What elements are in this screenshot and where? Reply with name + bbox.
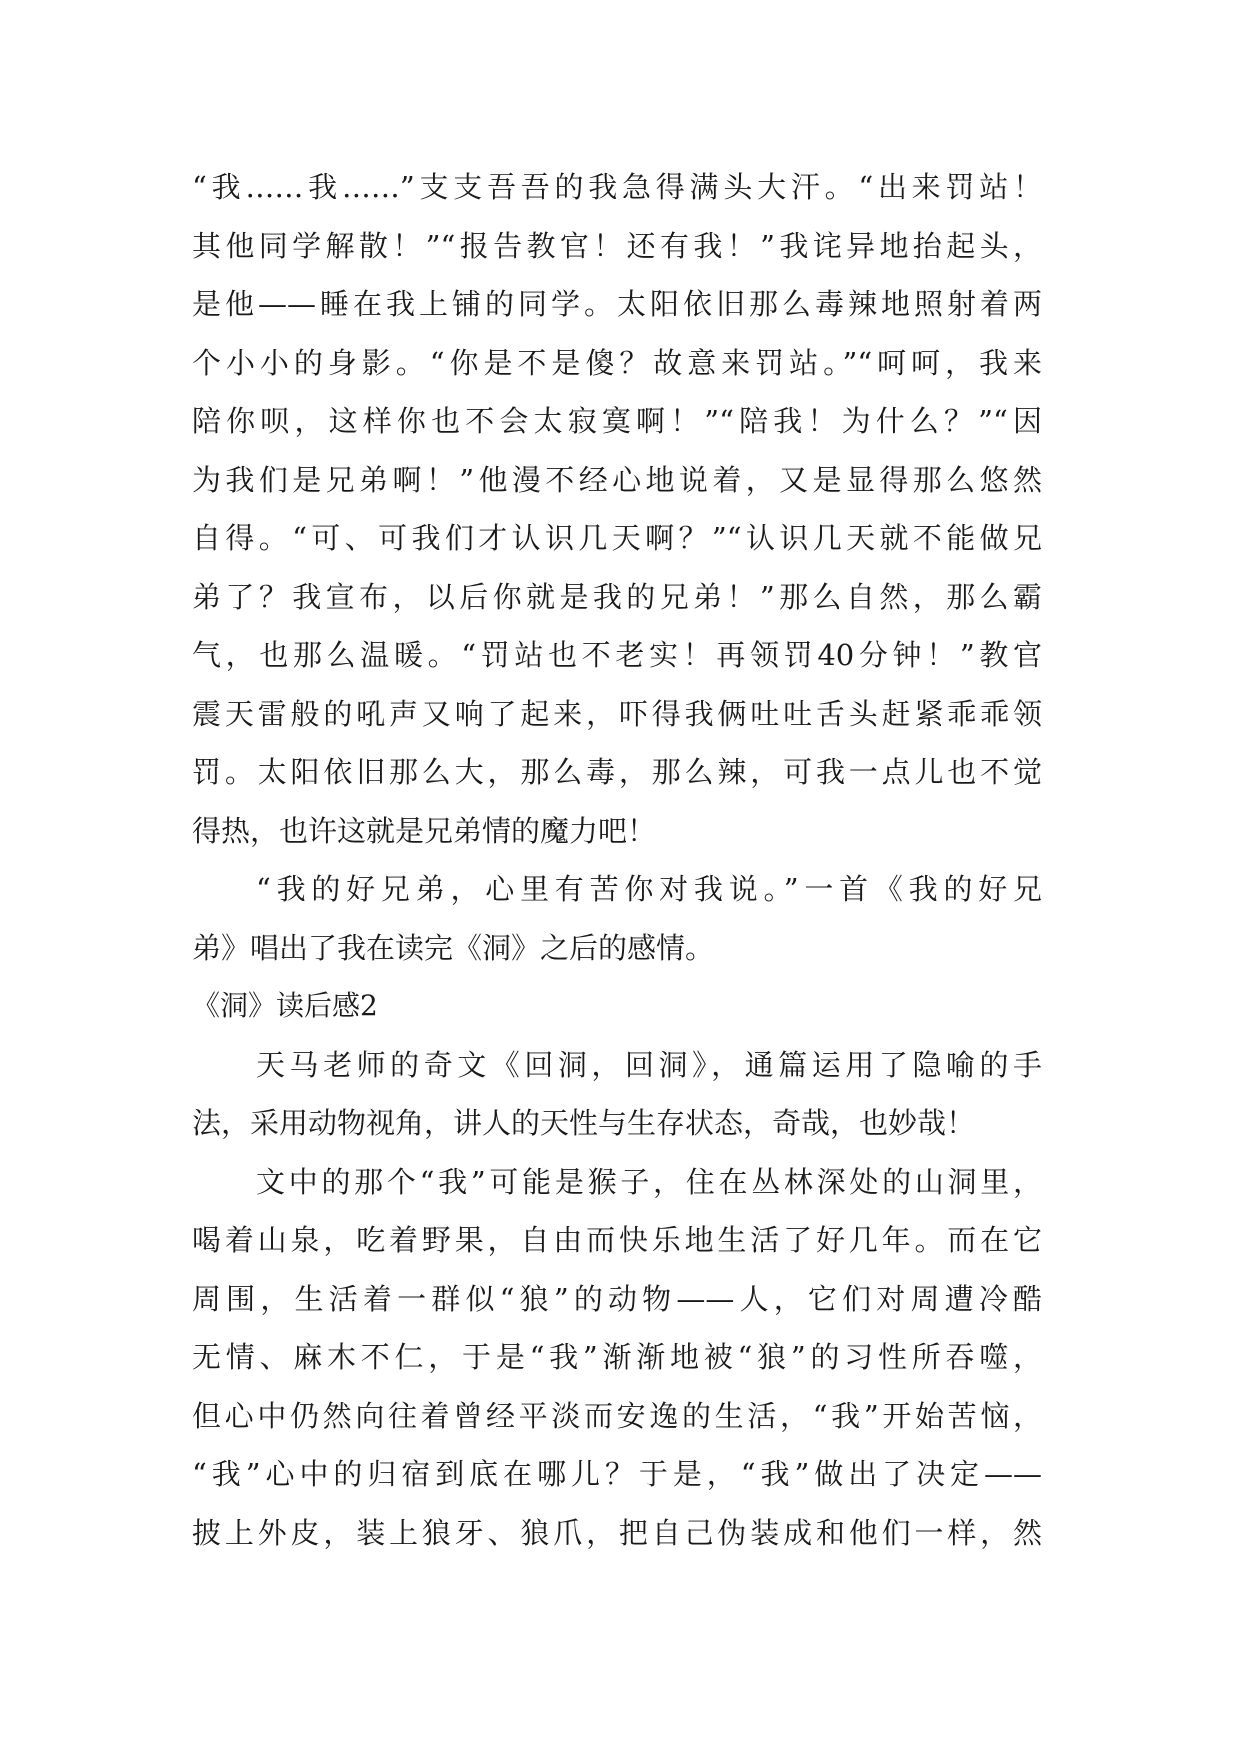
text-line: 罚。太阳依旧那么大，那么毒，那么辣，可我一点儿也不觉 (192, 755, 1042, 789)
text-line: “我”心中的归宿到底在哪儿？于是，“我”做出了决定—— (192, 1457, 1042, 1491)
text-line: 弟了？我宣布，以后你就是我的兄弟！”那么自然，那么霸 (192, 579, 1042, 614)
text-line: 但心中仍然向往着曾经平淡而安逸的生活，“我”开始苦恼， (192, 1398, 1042, 1433)
paragraph-first-line: 天马老师的奇文《回洞，回洞》，通篇运用了隐喻的手 (256, 1047, 1042, 1082)
text-line: 周围，生活着一群似“狼”的动物——人，它们对周遭冷酷 (192, 1281, 1042, 1316)
text-line: 无情、麻木不仁，于是“我”渐渐地被“狼”的习性所吞噬， (192, 1340, 1042, 1374)
text-line: 个小小的身影。“你是不是傻？故意来罚站。”“呵呵，我来 (192, 345, 1042, 380)
text-line: 气，也那么温暖。“罚站也不老实！再领罚40分钟！”教官 (192, 638, 1042, 672)
text-line: 其他同学解散！”“报告教官！还有我！”我诧异地抬起头， (192, 228, 1042, 263)
text-line: 陪你呗，这样你也不会太寂寞啊！”“陪我！为什么？”“因 (192, 404, 1042, 438)
text-line: 是他——睡在我上铺的同学。太阳依旧那么毒辣地照射着两 (192, 287, 1042, 321)
text-line: “我……我……”支支吾吾的我急得满头大汗。“出来罚站！ (192, 170, 1042, 204)
essay-body (192, 158, 1042, 1562)
text-line: 法，采用动物视角，讲人的天性与生存状态，奇哉，也妙哉！ (192, 1106, 976, 1140)
text-line: 自得。“可、可我们才认识几天啊？”“认识几天就不能做兄 (192, 521, 1042, 555)
text-line: 为我们是兄弟啊！”他漫不经心地说着，又是显得那么悠然 (192, 462, 1042, 497)
paragraph-first-line: 文中的那个“我”可能是猴子，住在丛林深处的山洞里， (256, 1164, 1042, 1199)
text-line: 得热，也许这就是兄弟情的魔力吧！ (192, 813, 657, 848)
text-line: 喝着山泉，吃着野果，自由而快乐地生活了好几年。而在它 (192, 1223, 1042, 1257)
section-heading: 《洞》读后感2 (192, 989, 378, 1022)
text-line: 弟》唱出了我在读完《洞》之后的感情。 (192, 930, 715, 965)
text-line: 披上外皮，装上狼牙、狼爪，把自己伪装成和他们一样，然 (192, 1515, 1042, 1550)
text-line: 震天雷般的吼声又响了起来，吓得我俩吐吐舌头赶紧乖乖领 (192, 696, 1042, 731)
paragraph-first-line: “我的好兄弟，心里有苦你对我说。”一首《我的好兄 (256, 872, 1042, 906)
